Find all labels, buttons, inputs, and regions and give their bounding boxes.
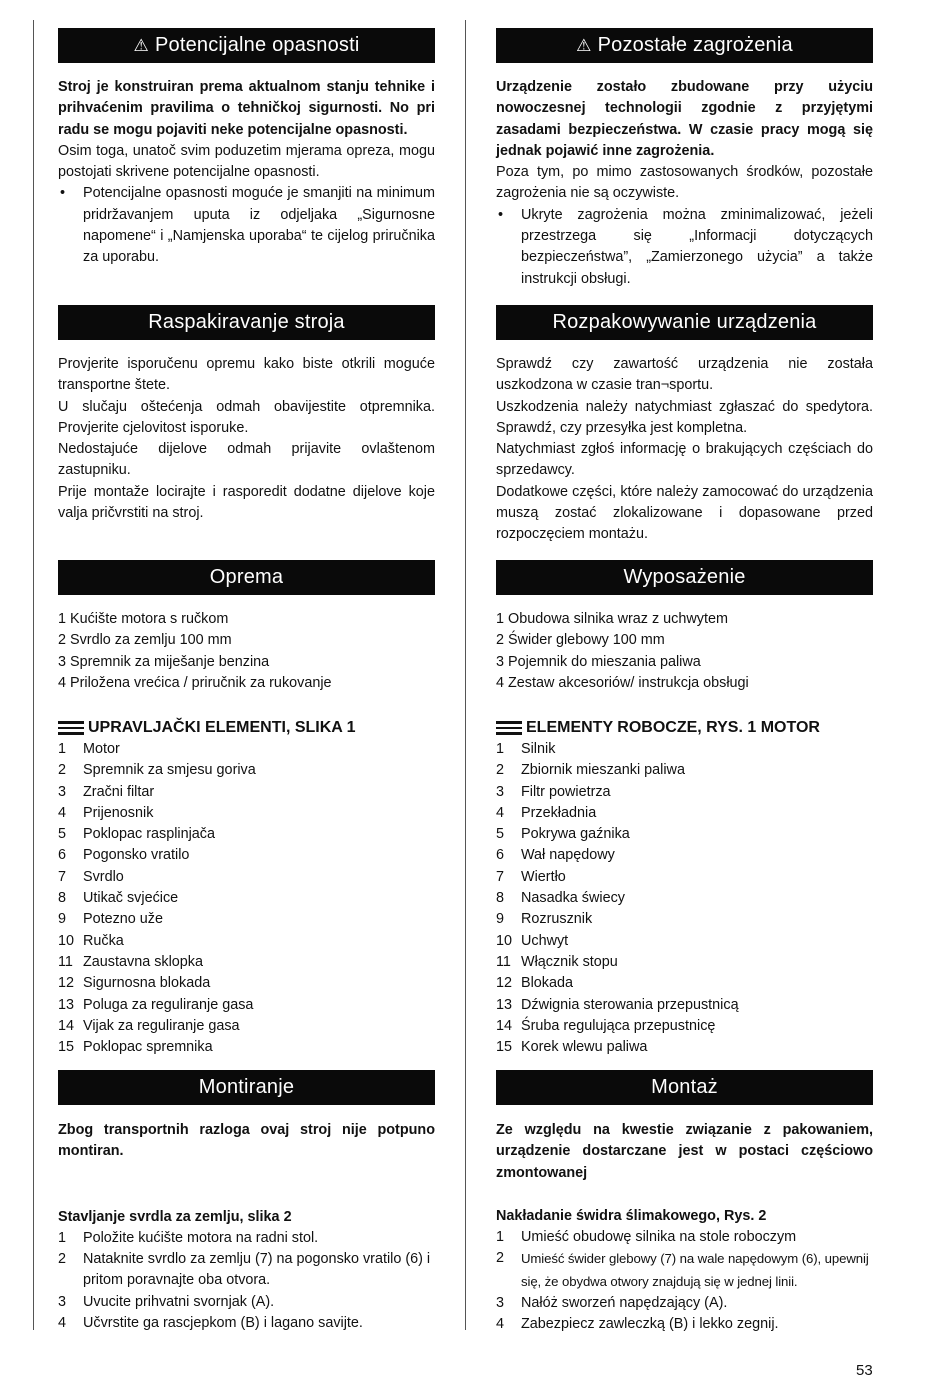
assembly-subtitle: Nakładanie świdra ślimakowego, Rys. 2 <box>496 1207 767 1224</box>
section-title: Rozpakowywanie urządzenia <box>552 311 817 333</box>
list-item: 11 Zaustavna sklopka <box>58 953 203 970</box>
list-item: 14 Vijak za reguliranje gasa <box>58 1017 240 1034</box>
list-item: 2 Umieść świder glebowy (7) na wale napędowym (6), upewnij się, że obydwa otwory znajdują się w jednej linii. <box>496 1250 869 1289</box>
unpacking-paragraph: Sprawdź czy zawartość urządzenia nie została uszkodzona w czasie tran¬sportu. <box>496 356 873 394</box>
list-item: 15 Poklopac spremnika <box>58 1039 213 1056</box>
hazards-bullet: • Ukryte zagrożenia można zminimalizować, jeżeli przestrzega się „Informacji dotyczących bezpieczeństwa”, „Zamierzonego użycia” a także instrukcji obsługi. <box>498 206 873 287</box>
list-item: 8 Nasadka świecy <box>496 890 625 907</box>
list-item: 1 Umieść obudowę silnika na stole roboczym <box>496 1229 797 1246</box>
hazards-bullet: • Potencijalne opasnosti moguće je smanjiti na minimum pridržavanjem uputa iz odjeljaka „Sigurnosne napomene“ i „Namjenska uporaba“ te cijelog priručnika za uporabu. <box>60 185 435 266</box>
unpacking-paragraph: U slučaju oštećenja odmah obavijestite otpremnika. Provjerite cjelovitost isporuke. <box>58 398 435 436</box>
list-item: 10 Uchwyt <box>496 932 569 949</box>
section-header <box>58 305 435 340</box>
list-item: 1 Silnik <box>496 741 556 757</box>
section-header <box>496 1070 873 1105</box>
hazards-text: Osim toga, unatoč svim poduzetim mjerama opreza, mogu postojati skrivene potencijalne opasnosti. <box>58 142 435 181</box>
list-item: 7 Wiertło <box>496 868 566 885</box>
unpacking-paragraph: Uszkodzenia należy natychmiast zgłaszać do spedytora. Sprawdź, czy przesyłka jest kompletna. <box>496 398 873 436</box>
list-item: 1 Kućište motora s ručkom <box>58 611 229 627</box>
list-item: 14 Śruba regulująca przepustnicę <box>496 1017 716 1034</box>
list-item: 4 Učvrstite ga rascjepkom (B) i lagano savijte. <box>58 1315 363 1332</box>
list-item: 2 Świder glebowy 100 mm <box>496 632 665 649</box>
section-title: Raspakiravanje stroja <box>148 311 345 333</box>
equipment-list <box>58 609 435 694</box>
list-item: 12 Blokada <box>496 975 574 992</box>
list-item: 1 Obudowa silnika wraz z uchwytem <box>496 611 728 627</box>
list-item: 13 Dźwignia sterowania przepustnicą <box>496 996 739 1013</box>
list-item: 2 Zbiornik mieszanki paliwa <box>496 762 685 779</box>
list-item: 3 Filtr powietrza <box>496 783 611 800</box>
list-item: 7 Svrdlo <box>58 868 124 885</box>
assembly-bold-intro: Zbog transportnih razloga ovaj stroj nije potpuno montiran. <box>58 1122 435 1160</box>
section-title: Montaż <box>651 1076 718 1098</box>
equipment-list <box>496 609 873 694</box>
assembly-subtitle: Stavljanje svrdla za zemlju, slika 2 <box>58 1208 292 1225</box>
list-item: 3 Pojemnik do mieszania paliwa <box>496 653 701 670</box>
list-item: 3 Uvucite prihvatni svornjak (A). <box>58 1293 275 1310</box>
list-item: 13 Poluga za reguliranje gasa <box>58 996 254 1013</box>
list-item: 11 Włącznik stopu <box>496 953 618 970</box>
controls-section <box>496 717 873 1058</box>
list-item: 10 Ručka <box>58 932 124 949</box>
section-header <box>58 1070 435 1105</box>
list-item: 1 Položite kućište motora na radni stol. <box>58 1229 319 1246</box>
section-header <box>496 305 873 340</box>
controls-subheading <box>58 717 435 739</box>
list-item: 6 Wał napędowy <box>496 847 615 864</box>
list-item: 2 Svrdlo za zemlju 100 mm <box>58 632 232 649</box>
controls-subheading <box>496 717 873 739</box>
hazards-section <box>496 28 873 290</box>
list-item: 6 Pogonsko vratilo <box>58 847 190 864</box>
warning-triangle-icon: ⚠ <box>576 36 592 55</box>
equipment-section <box>58 560 435 694</box>
hazards-text: Poza tym, po mimo zastosowanych środków, pozostałe zagrożenia nie są oczywiste. <box>496 164 873 202</box>
list-item: 2 Nataknite svrdlo za zemlju (7) na pogonsko vratilo (6) i pritom poravnajte oba otvora. <box>58 1251 431 1289</box>
bullet-text: Ukryte zagrożenia można zminimalizować, jeżeli przestrzega się „Informacji dotyczących bezpieczeństwa”, „Zamierzonego użycia” a także instrukcji obsługi. <box>521 206 873 287</box>
section-header <box>58 28 435 63</box>
list-item: 4 Prijenosnik <box>58 804 154 821</box>
list-item: 9 Potezno uže <box>58 911 164 928</box>
controls-list <box>496 739 873 1058</box>
list-item: 5 Pokrywa gaźnika <box>496 826 630 843</box>
unpacking-paragraph: Dodatkowe części, które należy zamocować do urządzenia muszą zostać zlokalizowane i dopasowane przed rozpoczęciem montażu. <box>496 483 873 543</box>
list-item: 4 Priložena vrećica / priručnik za rukovanje <box>58 674 332 691</box>
unpacking-paragraph: Natychmiast zgłoś informację o brakujących częściach do sprzedawcy. <box>496 441 873 479</box>
section-header <box>496 28 873 63</box>
section-title: Montiranje <box>198 1076 295 1098</box>
page-number: 53 <box>856 1362 873 1379</box>
hazards-bold-intro: Stroj je konstruiran prema aktualnom stanju tehnike i prihvaćenim pravilima o tehničkoj sigurnosti. No pri radu se mogu pojaviti neke potencijalne opasnosti. <box>58 79 435 138</box>
controls-title: UPRAVLJAČKI ELEMENTI, SLIKA 1 <box>88 719 356 736</box>
assembly-section <box>496 1070 873 1336</box>
list-item: 12 Sigurnosna blokada <box>58 975 211 992</box>
section-header <box>58 560 435 595</box>
assembly-bold-intro: Ze względu na kwestie związanie z pakowaniem, urządzenie dostarczane jest w postaci częściowo zmontowanej <box>496 1122 873 1181</box>
unpacking-paragraph: Prije montaže locirajte i rasporedit dodatne dijelove koje valja pričvrstiti na stroj. <box>58 483 435 522</box>
list-item: 3 Spremnik za miješanje benzina <box>58 653 270 670</box>
list-item: 1 Motor <box>58 741 120 757</box>
list-item: 2 Spremnik za smjesu goriva <box>58 762 256 779</box>
unpacking-paragraph: Nedostajuće dijelove odmah prijavite ovlaštenom zastupniku. <box>58 441 435 479</box>
list-item: 5 Poklopac rasplinjača <box>58 826 215 843</box>
section-header <box>496 560 873 595</box>
list-item: 4 Zabezpiecz zawleczką (B) i lekko zegnij. <box>496 1316 779 1333</box>
list-item: 3 Zračni filtar <box>58 783 155 800</box>
controls-title: ELEMENTY ROBOCZE, RYS. 1 MOTOR <box>526 719 820 736</box>
assembly-section <box>58 1070 435 1334</box>
left-margin-rule <box>33 20 34 1330</box>
warning-triangle-icon: ⚠ <box>133 36 149 55</box>
controls-section <box>58 717 435 1058</box>
equipment-section <box>496 560 873 694</box>
hazards-section <box>58 28 435 269</box>
assembly-steps <box>496 1227 873 1335</box>
list-item: 15 Korek wlewu paliwa <box>496 1039 648 1056</box>
unpacking-section <box>58 305 435 524</box>
bullet-text: Potencijalne opasnosti moguće je smanjiti na minimum pridržavanjem uputa iz odjeljaka „Sigurnosne napomene“ i „Namjenska uporaba“ te cijelog priručnika za uporabu. <box>83 185 435 266</box>
section-title: Wyposażenie <box>623 566 746 588</box>
list-item: 4 Zestaw akcesoriów/ instrukcja obsługi <box>496 674 749 691</box>
controls-list <box>58 739 435 1058</box>
list-item: 9 Rozrusznik <box>496 911 593 928</box>
section-title: Potencijalne opasnosti <box>154 34 360 56</box>
section-title: Oprema <box>209 566 284 588</box>
list-item: 4 Przekładnia <box>496 804 597 821</box>
center-divider-rule <box>465 20 466 1330</box>
unpacking-section <box>496 305 873 546</box>
list-lines-icon <box>58 721 84 735</box>
list-item: 3 Nałóż sworzeń napędzający (A). <box>496 1295 728 1312</box>
hazards-bold-intro: Urządzenie zostało zbudowane przy użyciu nowoczesnej technologii zgodnie z przyjętymi zasadami bezpieczeństwa. W czasie pracy mogą się jednak pojawić inne zagrożenia. <box>496 79 873 159</box>
list-item: 8 Utikač svjećice <box>58 890 179 907</box>
list-lines-icon <box>496 721 522 735</box>
unpacking-paragraph: Provjerite isporučenu opremu kako biste otkrili moguće transportne štete. <box>58 356 435 394</box>
assembly-steps <box>58 1228 435 1334</box>
section-title: Pozostałe zagrożenia <box>597 34 793 56</box>
